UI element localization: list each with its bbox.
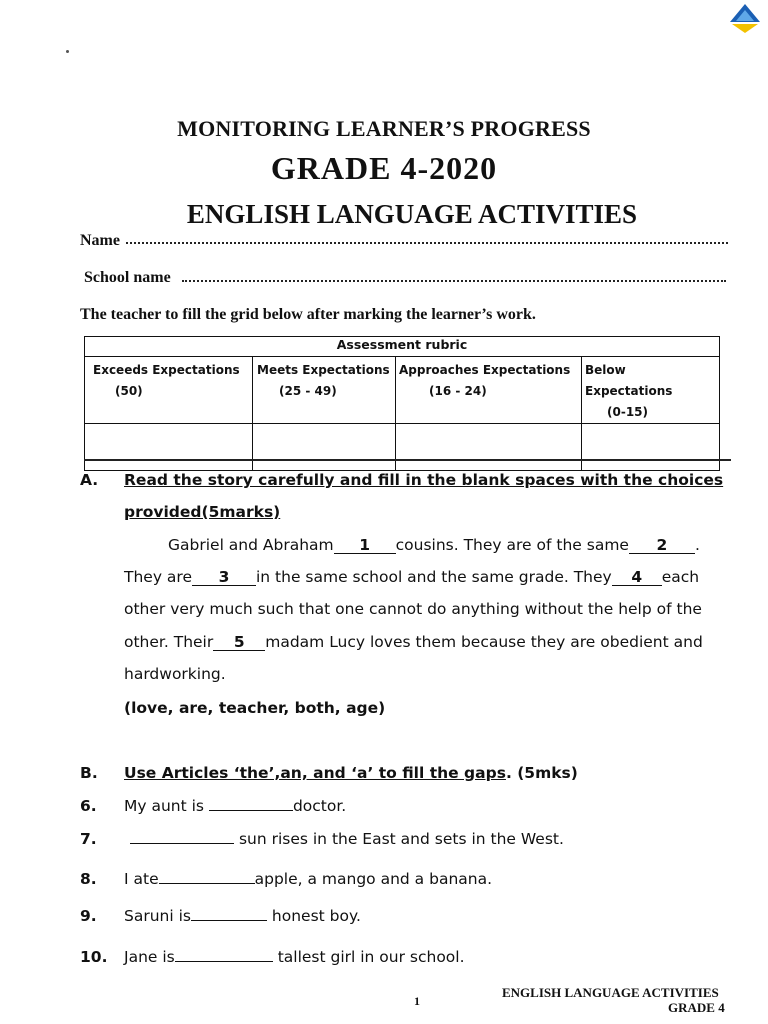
- word-choices: (love, are, teacher, both, age): [124, 699, 386, 717]
- question-text: My aunt is: [124, 797, 205, 815]
- question-number: 8.: [80, 870, 97, 888]
- question-text: doctor.: [292, 797, 347, 815]
- rubric-score-exceeds[interactable]: [85, 424, 253, 471]
- story-text: Gabriel and Abraham: [168, 536, 334, 554]
- rubric-col-range: (50): [115, 384, 143, 398]
- assessment-rubric-table: [84, 336, 720, 471]
- answer-blank-10[interactable]: [175, 961, 273, 962]
- name-field[interactable]: [126, 242, 728, 244]
- section-a-letter: A.: [80, 471, 99, 489]
- blank-1[interactable]: 1: [334, 537, 396, 554]
- story-text: other. Their: [124, 633, 214, 651]
- question-number: 10.: [80, 948, 108, 966]
- answer-blank-8[interactable]: [159, 883, 255, 884]
- question-text: apple, a mango and a banana.: [254, 870, 493, 888]
- section-b-heading: [124, 764, 578, 782]
- rubric-col-meets: [253, 357, 396, 424]
- section-b-title: Use Articles ‘the’,an, and ‘a’ to fill the gaps: [124, 764, 506, 782]
- rubric-col-range: (0-15): [607, 405, 648, 419]
- answer-blank-7[interactable]: [130, 843, 234, 844]
- school-field[interactable]: [182, 280, 726, 282]
- question-text: sun rises in the East and sets in the West.: [238, 830, 564, 848]
- story-line-1: [168, 536, 728, 554]
- story-text: each: [661, 568, 700, 586]
- page-number: 1: [414, 994, 420, 1008]
- rubric-col-label: Below Expectations: [585, 363, 673, 398]
- blank-2[interactable]: 2: [629, 537, 695, 554]
- question-10: [124, 948, 465, 966]
- question-6: [124, 797, 346, 815]
- rubric-col-label: Exceeds Expectations: [93, 363, 240, 377]
- rubric-col-label: Approaches Expectations: [399, 363, 571, 377]
- question-9: [124, 907, 361, 925]
- section-b-marks: . (5mks): [505, 764, 578, 782]
- question-text: honest boy.: [271, 907, 361, 925]
- speck: [66, 50, 69, 53]
- section-a-title-cont: provided(5marks): [124, 503, 281, 521]
- rubric-col-below: [582, 357, 720, 424]
- answer-blank-9[interactable]: [191, 920, 267, 921]
- rubric-col-approaches: [396, 357, 582, 424]
- answer-blank-6[interactable]: [209, 810, 293, 811]
- question-number: 6.: [80, 797, 97, 815]
- rubric-col-range: (25 - 49): [279, 384, 337, 398]
- blank-3[interactable]: 3: [192, 569, 256, 586]
- question-7: [130, 830, 564, 848]
- document-grade-title: GRADE 4-2020: [270, 150, 498, 186]
- rubric-score-below[interactable]: [582, 424, 720, 471]
- section-a-title: Read the story carefully and fill in the blank spaces with the choices: [124, 471, 724, 489]
- section-b-letter: B.: [80, 764, 98, 782]
- question-number: 7.: [80, 830, 97, 848]
- document-subject-title: ENGLISH LANGUAGE ACTIVITIES: [186, 199, 638, 229]
- question-8: [124, 870, 492, 888]
- rubric-col-range: (16 - 24): [429, 384, 487, 398]
- story-text: cousins. They are of the same: [395, 536, 629, 554]
- story-text: They are: [124, 568, 192, 586]
- rubric-score-meets[interactable]: [253, 424, 396, 471]
- question-text: Saruni is: [124, 907, 191, 925]
- rubric-title: Assessment rubric: [85, 337, 720, 357]
- teacher-instruction: The teacher to fill the grid below after marking the learner’s work.: [80, 306, 536, 323]
- name-field-label: Name: [80, 232, 120, 249]
- story-line-2: [124, 568, 724, 586]
- question-text: tallest girl in our school.: [277, 948, 465, 966]
- publisher-logo-icon: [726, 2, 764, 36]
- story-line-4: [124, 633, 724, 651]
- school-field-label: School name: [84, 269, 171, 286]
- blank-5[interactable]: 5: [213, 634, 265, 651]
- story-text: madam Lucy loves them because they are obedient and: [265, 633, 703, 651]
- footer-title: ENGLISH LANGUAGE ACTIVITIES: [502, 985, 719, 1000]
- question-text: Jane is: [124, 948, 175, 966]
- rubric-score-approaches[interactable]: [396, 424, 582, 471]
- question-number: 9.: [80, 907, 97, 925]
- story-text: .: [694, 536, 700, 554]
- document-supertitle: MONITORING LEARNER’S PROGRESS: [177, 116, 591, 141]
- rubric-col-exceeds: [85, 357, 253, 424]
- footer-grade: GRADE 4: [668, 1000, 725, 1015]
- rubric-col-label: Meets Expectations: [257, 363, 390, 377]
- story-line-3: other very much such that one cannot do anything without the help of the: [124, 600, 702, 618]
- question-text: I ate: [124, 870, 159, 888]
- section-divider: [84, 459, 731, 461]
- story-text: in the same school and the same grade. They: [256, 568, 612, 586]
- story-line-5: hardworking.: [124, 665, 226, 683]
- blank-4[interactable]: 4: [612, 569, 662, 586]
